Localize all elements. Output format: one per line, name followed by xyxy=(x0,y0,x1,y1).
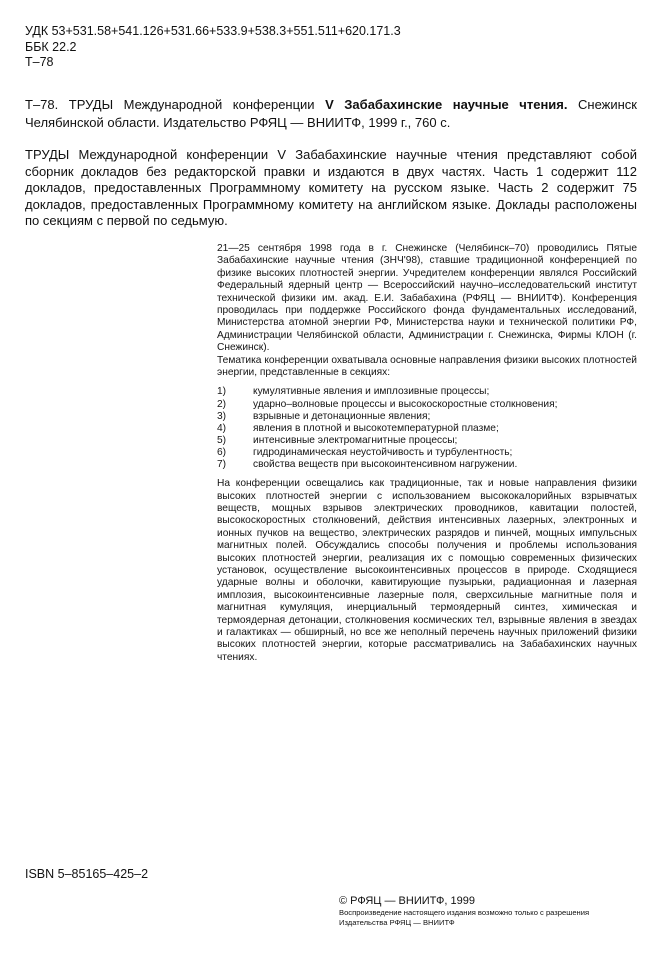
topic-number: 5) xyxy=(217,434,227,446)
topics-list xyxy=(217,386,637,471)
topic-item xyxy=(217,411,637,423)
reproduction-notice: Воспроизведение настоящего издания возможно только с разрешения xyxy=(339,908,590,917)
topic-number: 7) xyxy=(217,459,227,471)
topic-text: взрывные и детонационные явления; xyxy=(253,410,431,422)
topic-item xyxy=(217,459,637,471)
topic-number: 6) xyxy=(217,446,227,458)
topic-text: ударно–волновые процессы и высокоскоростные столкновения; xyxy=(253,398,558,410)
publisher-notice: Издательства РФЯЦ — ВНИИТФ xyxy=(339,917,455,927)
topic-number: 2) xyxy=(217,398,227,410)
catalog-entry xyxy=(25,96,637,132)
catalog-prefix: Т–78. ТРУДЫ Международной конференции xyxy=(25,97,326,112)
topic-text: интенсивные электромагнитные процессы; xyxy=(253,434,458,446)
topic-number: 3) xyxy=(217,410,227,422)
details-intro: 21—25 сентября 1998 года в г. Снежинске (Челябинск–70) проводились Пятые Забабахинские научные чтения (ЗНЧ'98), ставшие традиционной конференцией по физике высоких плотностей энергии. Учредителем конференции являлся Российский Федеральный ядерный центр — Всероссийский научно–исследовательский институт технической физики им. акад. Е.И. Забабахина (РФЯЦ — ВНИИТФ). Конференция проводилась при поддержке Российского фонда фундаментальных исследований, Министерства атомной энергии РФ, Министерства науки и технической политики РФ, Администрации Челябинской области, Администрации г. Снежинска, Фирмы КЛОН (г. Снежинск). xyxy=(217,243,637,354)
author-mark: Т–78 xyxy=(25,55,54,69)
topic-item xyxy=(217,447,637,459)
topic-item xyxy=(217,399,637,411)
details-conclusion: На конференции освещались как традиционные, так и новые направления физики высоких плотностей энергии с использованием высококалорийных взрывчатых веществ, мощных взрывов электрических проводников, кавитации полостей, высокоскоростных столкновений, действия интенсивных лазерных, электронных и ионных пучков на вещество, электрических разрядов и пинчей, мощных импульсных магнитных полей. Обсуждались способы получения и проблемы использования высоких плотностей энергии, реализация их с помощью современных физических установок, осуществление высокоинтенсивных процессов в природе. Сходящиеся ударные волны и оболочки, кавитирующие пузырьки, радиационная и лазерная имплозия, высокоинтенсивные лазерные поля, сверхсильные магнитные поля и магнитная кумуляция, инерциальный термоядерный синтез, химическая и термоядерная детонации, столкновения космических тел, взрывные явления в звездах и галактиках — обширный, но все же неполный перечень научных приложений физики высоких плотностей энергии, которые рассматривались на Забабахинских научных чтениях. xyxy=(217,478,637,663)
topic-text: свойства веществ при высокоинтенсивном нагружении. xyxy=(253,459,518,471)
topics-intro: Тематика конференции охватывала основные направления физики высоких плотностей энергии, представленные в секциях: xyxy=(217,354,637,379)
udk-code: УДК 53+531.58+541.126+531.66+533.9+538.3+551.511+620.171.3 xyxy=(25,24,401,38)
classification-codes xyxy=(25,24,401,71)
isbn: ISBN 5–85165–425–2 xyxy=(25,867,149,881)
topic-number: 4) xyxy=(217,422,227,434)
abstract-paragraph: ТРУДЫ Международной конференции V Забабахинские научные чтения представляют собой сборник докладов без редакторской правки и издаются в двух частях. Часть 1 содержит 112 докладов, предоставленных Программному комитету на русском языке. Часть 2 содержит 75 докладов, предоставленных Программному комитету на английском языке. Доклады расположены по секциям с первой по седьмую. xyxy=(25,147,637,229)
topic-text: гидродинамическая неустойчивость и турбулентность; xyxy=(253,446,513,458)
topic-item xyxy=(217,435,637,447)
catalog-suffix: Снежинск Челябинской области. Издательство РФЯЦ — ВНИИТФ, 1999 г., 760 с. xyxy=(25,97,637,130)
topic-text: явления в плотной и высокотемпературной плазме; xyxy=(253,422,499,434)
copyright-block xyxy=(339,895,639,927)
topic-item xyxy=(217,423,637,435)
topic-number: 1) xyxy=(217,386,227,398)
catalog-title: V Забабахинские научные чтения. xyxy=(325,97,568,112)
topic-text: кумулятивные явления и имплозивные процессы; xyxy=(253,386,490,398)
copyright-notice: © РФЯЦ — ВНИИТФ, 1999 xyxy=(339,895,475,907)
bbk-code: ББК 22.2 xyxy=(25,39,77,54)
conference-details xyxy=(217,243,637,664)
topic-item xyxy=(217,386,637,398)
